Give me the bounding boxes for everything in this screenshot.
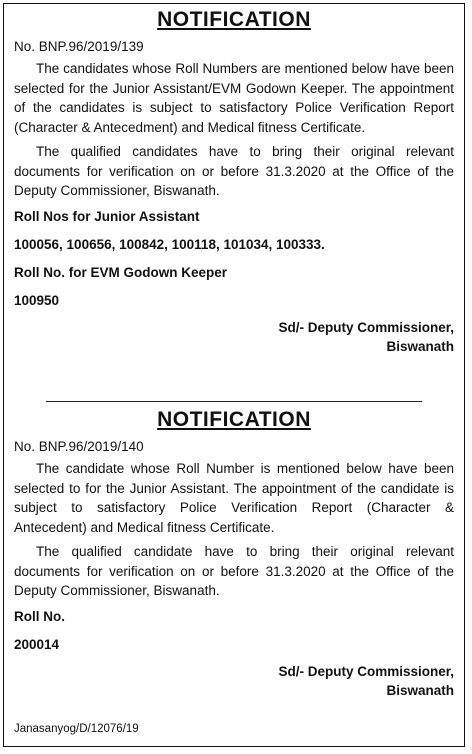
notification-1 xyxy=(14,6,454,356)
reference-number: No. BNP.96/2019/140 xyxy=(14,439,144,454)
roll-heading-junior-assistant: Roll Nos for Junior Assistant xyxy=(14,208,200,224)
signature-line-1: Sd/- Deputy Commissioner, xyxy=(278,319,454,335)
selection-paragraph: The candidate whose Roll Number is mentioned below have been selected to for the Junior Assistant. The appointment of the candidate is subject to satisfactory Police Verification Report (Character & Antecedent) and Medical fitness Certificate. xyxy=(14,461,454,535)
notification-2 xyxy=(14,406,454,700)
roll-numbers-evm-godown-keeper: 100950 xyxy=(14,292,60,308)
roll-numbers-junior-assistant: 100056, 100656, 100842, 100118, 101034, 100333. xyxy=(14,236,325,252)
signature-block xyxy=(14,318,454,356)
notification-title: NOTIFICATION xyxy=(157,408,311,431)
roll-heading: Roll No. xyxy=(14,608,65,624)
signature-block xyxy=(14,662,454,700)
reference-number: No. BNP.96/2019/139 xyxy=(14,39,144,54)
roll-number: 200014 xyxy=(14,636,60,652)
notification-page xyxy=(3,3,465,747)
documents-paragraph: The qualified candidate have to bring their original relevant documents for verification on or before 31.3.2020 at the Office of the Deputy Commissioner, Biswanath. xyxy=(14,544,454,598)
notification-title: NOTIFICATION xyxy=(157,8,311,31)
selection-paragraph: The candidates whose Roll Numbers are mentioned below have been selected for the Junior Assistant/EVM Godown Keeper. The appointment of the candidates is subject to satisfactory Police Verification Report (Character & Antecedment) and Medical fitness Certificate. xyxy=(14,61,454,135)
signature-line-2: Biswanath xyxy=(386,682,454,698)
publication-code: Janasanyog/D/12076/19 xyxy=(14,723,139,735)
documents-paragraph: The qualified candidates have to bring their original relevant documents for verification on or before 31.3.2020 at the Office of the Deputy Commissioner, Biswanath. xyxy=(14,144,454,198)
signature-line-1: Sd/- Deputy Commissioner, xyxy=(278,663,454,679)
section-divider xyxy=(46,401,422,402)
roll-heading-evm-godown-keeper: Roll No. for EVM Godown Keeper xyxy=(14,264,228,280)
signature-line-2: Biswanath xyxy=(386,338,454,354)
